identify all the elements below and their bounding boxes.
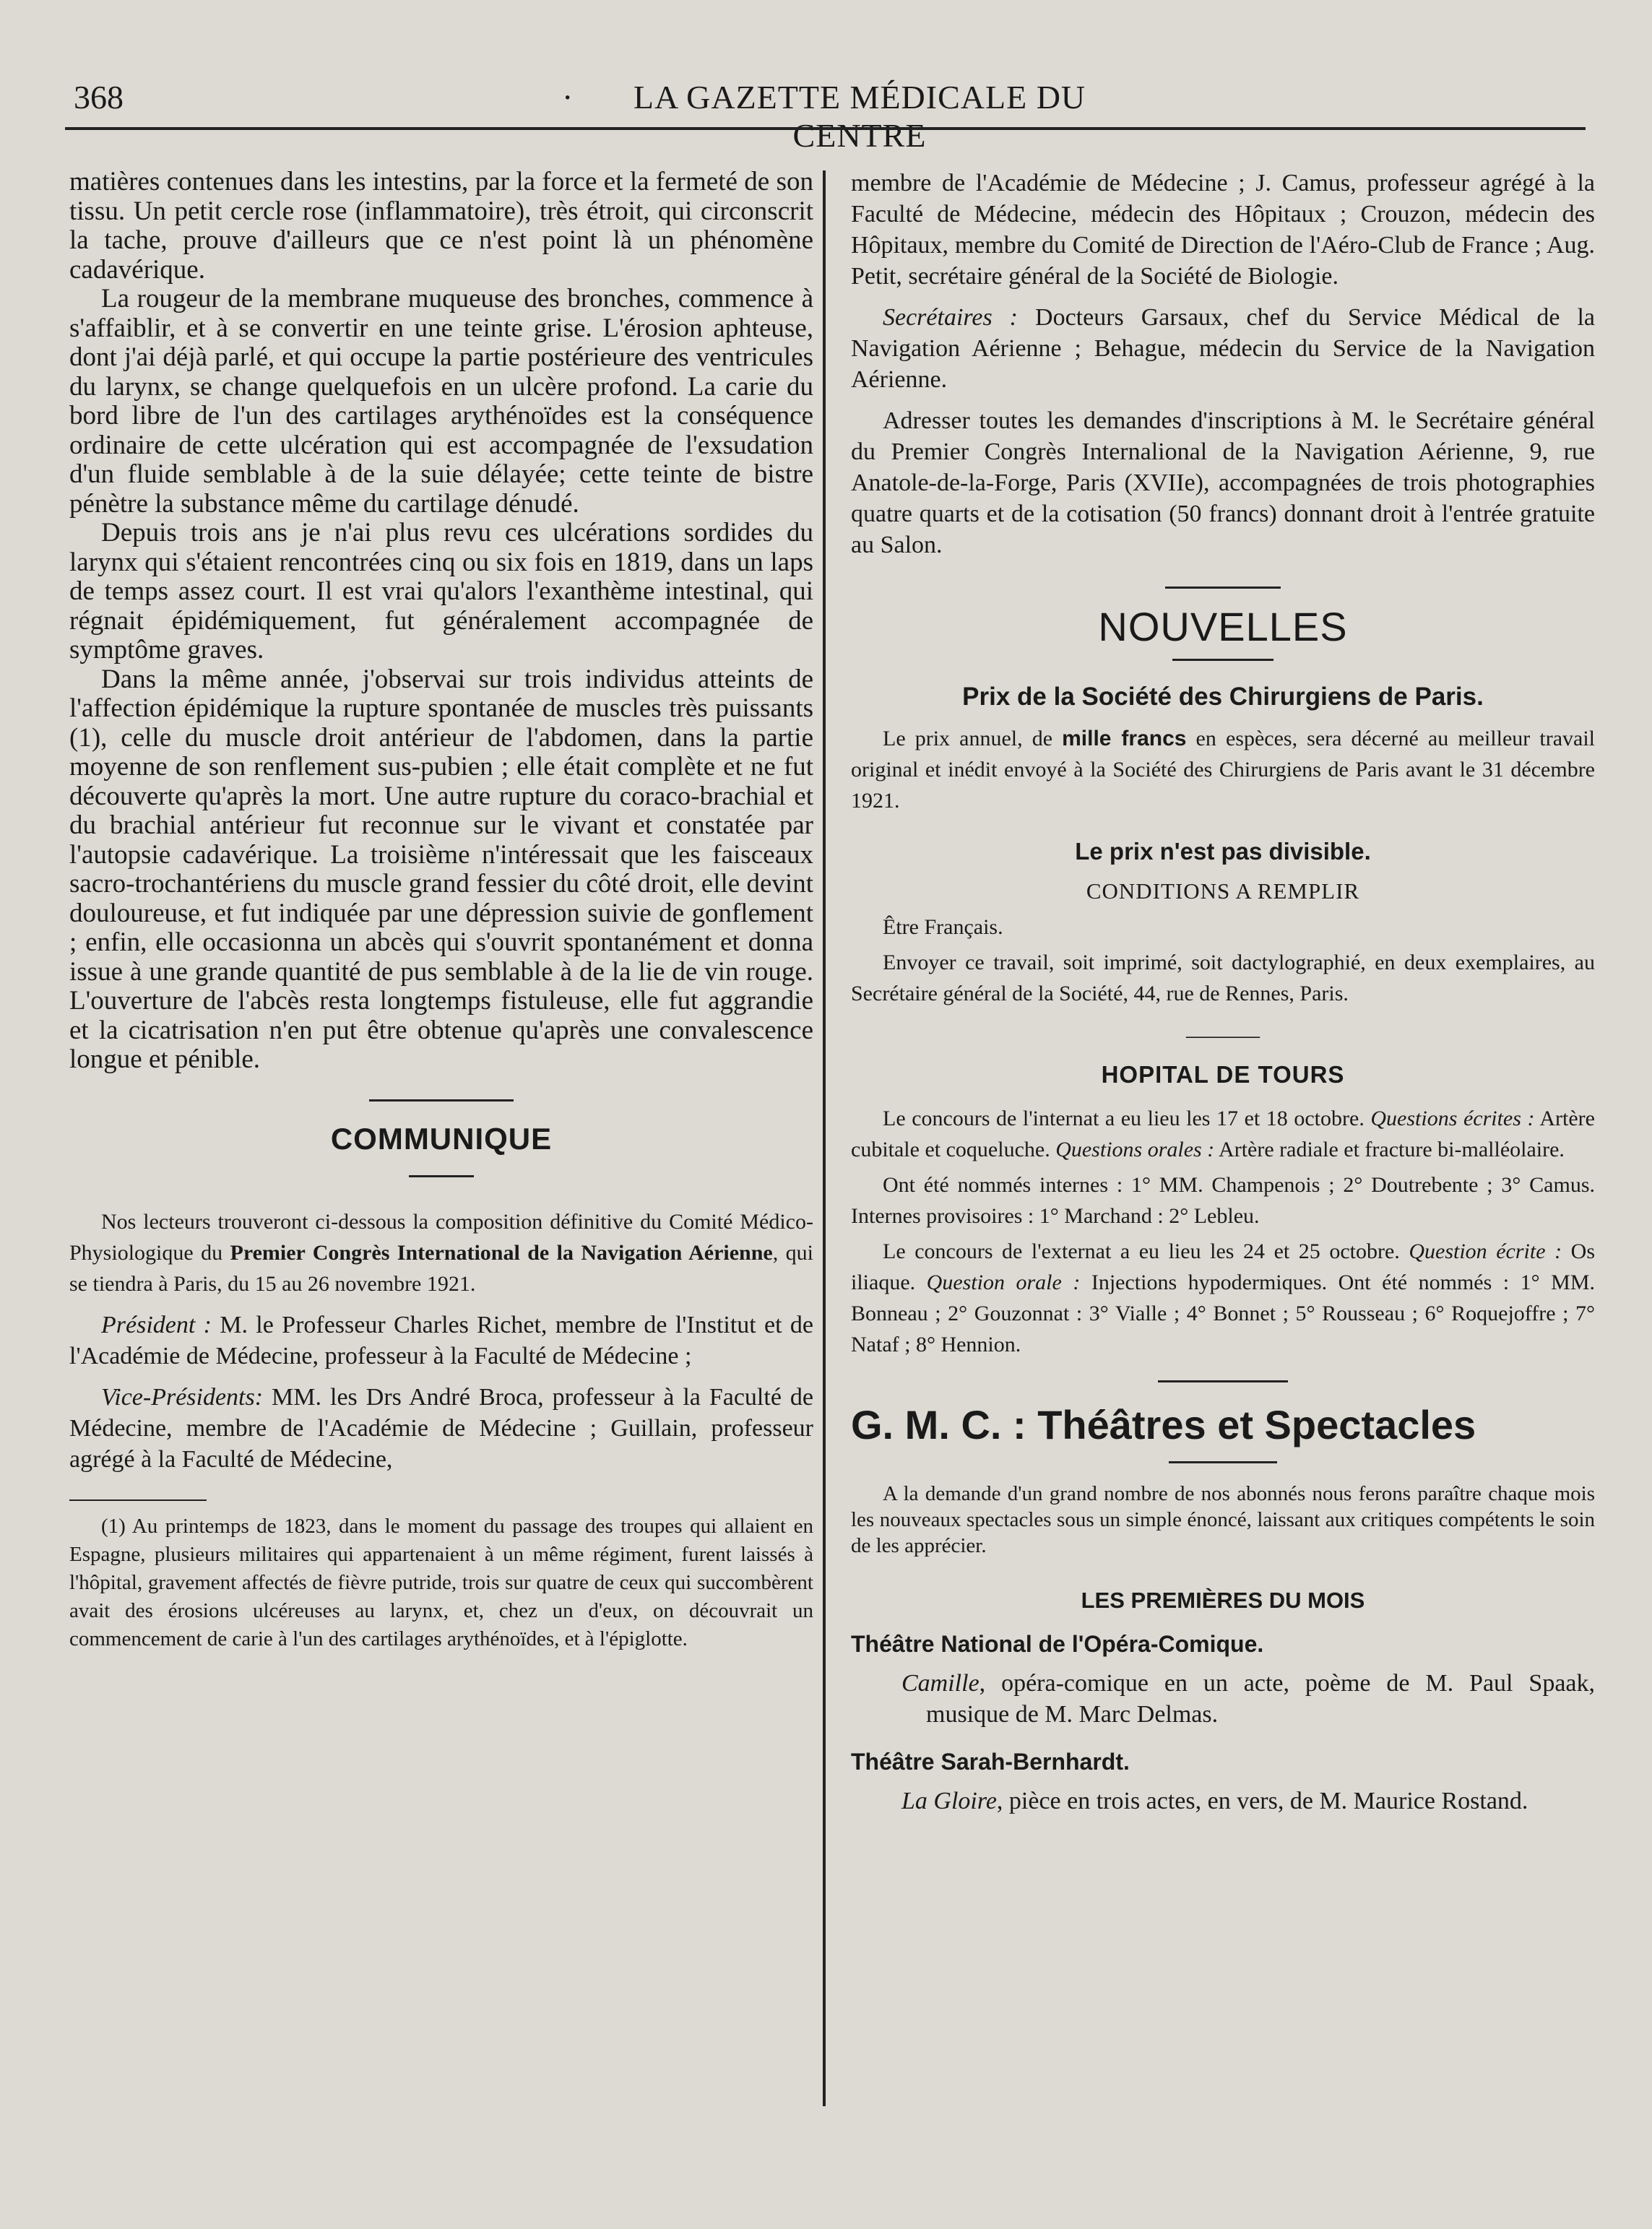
theatre-name: Théâtre Sarah-Bernhardt.	[851, 1749, 1130, 1775]
president-text: M. le Professeur Charles Richet, membre de l'Institut et de l'Académie de Médecine, professeur à la Faculté de Médecine ;	[69, 1311, 813, 1369]
spectacle-title: Camille	[901, 1670, 979, 1697]
intro-text: Nos lecteurs trouveront ci-dessous la composition définitive du Comité Médico-Physiologique du	[69, 1209, 813, 1265]
page-header	[65, 72, 1589, 154]
intro-text: , qui se tiendra à Paris, du 15 au 26 novembre 1921.	[69, 1240, 813, 1296]
spectacle-entry	[901, 1786, 1595, 1817]
question-label: Question orale :	[926, 1271, 1081, 1294]
section-rule	[409, 1175, 474, 1177]
condition-item: Envoyer ce travail, soit imprimé, soit dactylographié, en deux exemplaires, au Secrétaire général de la Société, 44, rue de Rennes, Paris.	[851, 951, 1595, 1005]
president-label: Président :	[101, 1311, 212, 1338]
section-rule	[1165, 587, 1281, 589]
question-label: Questions orales :	[1055, 1138, 1215, 1161]
spectacle-text: , pièce en trois actes, en vers, de M. Maurice Rostand.	[996, 1788, 1528, 1814]
internes-paragraph: Ont été nommés internes : 1° MM. Champenois ; 2° Doutrebente ; 3° Camus. Internes provisoires : 1° Marchand : 2° Lebleu.	[851, 1173, 1595, 1228]
question-label: Questions écrites :	[1370, 1107, 1535, 1130]
secretaries-entry	[851, 302, 1595, 395]
prize-description	[851, 723, 1595, 816]
prize-text: en espèces, sera décerné au meilleur travail original et inédit envoyé à la Société des Chirurgiens de Paris avant le 31 décembre 1921.	[851, 727, 1595, 813]
header-rule	[65, 127, 1586, 130]
registration-notice: Adresser toutes les demandes d'inscriptions à M. le Secrétaire général du Premier Congrès Internalional de la Navigation Aérienne, 9, rue Anatole-de-la-Forge, Paris (XVIIe), accompagnées de trois photographies quatre quarts et de la cotisation (50 francs) donnant droit à l'entrée gratuite au Salon.	[851, 407, 1595, 558]
section-rule	[1172, 659, 1273, 661]
theatre-name: Théâtre National de l'Opéra-Comique.	[851, 1631, 1264, 1657]
header-separator: ·	[562, 79, 574, 116]
section-rule	[369, 1099, 514, 1101]
prize-heading: Prix de la Société des Chirurgiens de Paris.	[962, 683, 1484, 711]
spectacle-text: , opéra-comique en un acte, poème de M. Paul Spaak, musique de M. Marc Delmas.	[926, 1670, 1595, 1728]
condition-item: Être Français.	[883, 915, 1003, 939]
article-paragraph: La rougeur de la membrane muqueuse des bronches, commence à s'affaiblir, et à se convertir en une teinte grise. L'érosion aphteuse, dont j'ai déjà parlé, et qui occupe la partie postérieure des ventricules du larynx, se change quelquefois en un ulcère profond. La carie du bord libre de l'un des cartilages arythénoïdes est la conséquence ordinaire de cette ulcération qui est accompagnée de l'exsudation d'un fluide semblable à de la suie délayée; cette teinte de bistre pénètre la substance même du cartilage dénudé.	[69, 284, 813, 519]
section-rule	[1169, 1461, 1277, 1463]
footnote: (1) Au printemps de 1823, dans le moment du passage des troupes qui allaient en Espagne, plusieurs militaires qui appartenaient à un même régiment, furent laissés à l'hôpital, gravement affectés de fièvre putride, trois sur quatre de ceux qui succombèrent avait des érosions ulcéreuses au larynx, et, chez un d'eux, on découvrait un commencement de carie à l'un des cartilages arythénoïdes, et à l'épiglotte.	[69, 1514, 813, 1650]
prize-text: Le prix annuel, de	[883, 727, 1063, 750]
article-paragraph: Dans la même année, j'observai sur trois individus atteints de l'affection épidémique la rupture spontanée de muscles très puissants (1), celle du muscle droit antérieur de l'abdomen, dans la partie moyenne de son renflement sus-pubien ; elle était complète et ne fut découverte qu'après la mort. Une autre rupture du coraco-brachial et du brachial antérieur fut reconnue sur le vivant et constatée par l'autopsie cadavérique. La troisième n'intéressait que les faisceaux sacro-trochantériens du muscle grand fessier du côté droit, elle devint douloureuse, et fut indiquée par une dépression suivie de gonflement ; enfin, elle occasionna un abcès qui s'ouvrit spontanément et donna issue à une grande quantité de pus semblable à de la lie de vin rouge. L'ouverture de l'abcès resta longtemps fistuleuse, elle fut aggrandie et la cicatrisation n'en put être obtenue qu'après une convalescence longue et pénible.	[69, 664, 813, 1074]
page-number: 368	[74, 79, 124, 116]
secretaries-label: Secrétaires :	[883, 304, 1019, 331]
communique-intro	[69, 1206, 813, 1299]
vice-presidents-entry	[69, 1382, 813, 1475]
externat-paragraph	[851, 1236, 1595, 1360]
footnote-rule	[69, 1499, 207, 1501]
vice-presidents-label: Vice-Présidents:	[101, 1383, 264, 1411]
internat-paragraph	[851, 1103, 1595, 1165]
premieres-heading: LES PREMIÈRES DU MOIS	[1081, 1588, 1365, 1613]
externat-text: Os iliaque.	[851, 1239, 1595, 1294]
spectacle-title: La Gloire	[901, 1788, 997, 1814]
internat-text: Artère radiale et fracture bi-malléolaire.	[1214, 1138, 1565, 1161]
journal-title: LA GAZETTE MÉDICALE DU CENTRE	[633, 79, 1086, 154]
nouvelles-heading: NOUVELLES	[1098, 604, 1348, 649]
section-dash: ———	[1186, 1022, 1260, 1049]
president-entry	[69, 1310, 813, 1372]
committee-continuation: membre de l'Académie de Médecine ; J. Camus, professeur agrégé à la Faculté de Médecine, médecin des Hôpitaux ; Crouzon, médecin des Hôpitaux, membre du Comité de Direction de l'Aéro-Club de France ; Aug. Petit, secrétaire général de la Société de Biologie.	[851, 170, 1595, 290]
article-paragraph: Depuis trois ans je n'ai plus revu ces ulcérations sordides du larynx qui s'étaient rencontrées cinq ou six fois en 1819, dans un laps de temps assez court. Il est vrai qu'alors l'exanthème intestinal, qui régnait épidémiquement, fut généralement accompagnée de symptôme graves.	[69, 518, 813, 665]
prize-amount: mille francs	[1062, 727, 1187, 750]
internat-text: Le concours de l'internat a eu lieu les 17 et 18 octobre.	[883, 1107, 1371, 1130]
secretaries-text: Docteurs Garsaux, chef du Service Médical de la Navigation Aérienne ; Behague, médecin du Service de la Navigation Aérienne.	[851, 304, 1595, 393]
hopital-heading: HOPITAL DE TOURS	[1101, 1061, 1345, 1088]
externat-text: Injections hypodermiques. Ont été nommés : 1° MM. Bonneau ; 2° Gouzonnat : 3° Vialle ; 4° Bonnet ; 5° Rousseau ; 6° Roquejoffre ; 7° Nataf ; 8° Hennion.	[851, 1271, 1596, 1356]
theatres-heading: G. M. C. : Théâtres et Spectacles	[851, 1402, 1476, 1447]
question-label: Question écrite :	[1409, 1239, 1562, 1263]
section-rule	[1158, 1380, 1288, 1382]
communique-heading: COMMUNIQUE	[330, 1121, 553, 1156]
externat-text: Le concours de l'externat a eu lieu les 24 et 25 octobre.	[883, 1239, 1409, 1263]
prize-indivisible-heading: Le prix n'est pas divisible.	[1075, 838, 1371, 865]
internat-text: Artère cubitale et coqueluche.	[851, 1107, 1595, 1161]
conditions-heading: CONDITIONS A REMPLIR	[1086, 878, 1360, 904]
theatres-intro: A la demande d'un grand nombre de nos abonnés nous ferons paraître chaque mois les nouveaux spectacles sous un simple énoncé, laissant aux critiques compétents le soin de les apprécier.	[851, 1482, 1595, 1557]
vice-presidents-text: MM. les Drs André Broca, professeur à la Faculté de Médecine, membre de l'Académie de Médecine ; Guillain, professeur agrégé à la Faculté de Médecine,	[69, 1383, 813, 1473]
column-divider	[823, 170, 826, 2106]
spectacle-entry	[901, 1668, 1595, 1730]
left-column	[69, 168, 813, 1653]
right-column	[851, 168, 1595, 1817]
article-paragraph: matières contenues dans les intestins, par la force et la fermeté de son tissu. Un petit cercle rose (inflammatoire), très étroit, qui circonscrit la tache, prouve d'ailleurs que ce n'est point là un phénomène cadavérique.	[69, 167, 813, 285]
congress-name: Premier Congrès International de la Navigation Aérienne	[230, 1240, 773, 1265]
